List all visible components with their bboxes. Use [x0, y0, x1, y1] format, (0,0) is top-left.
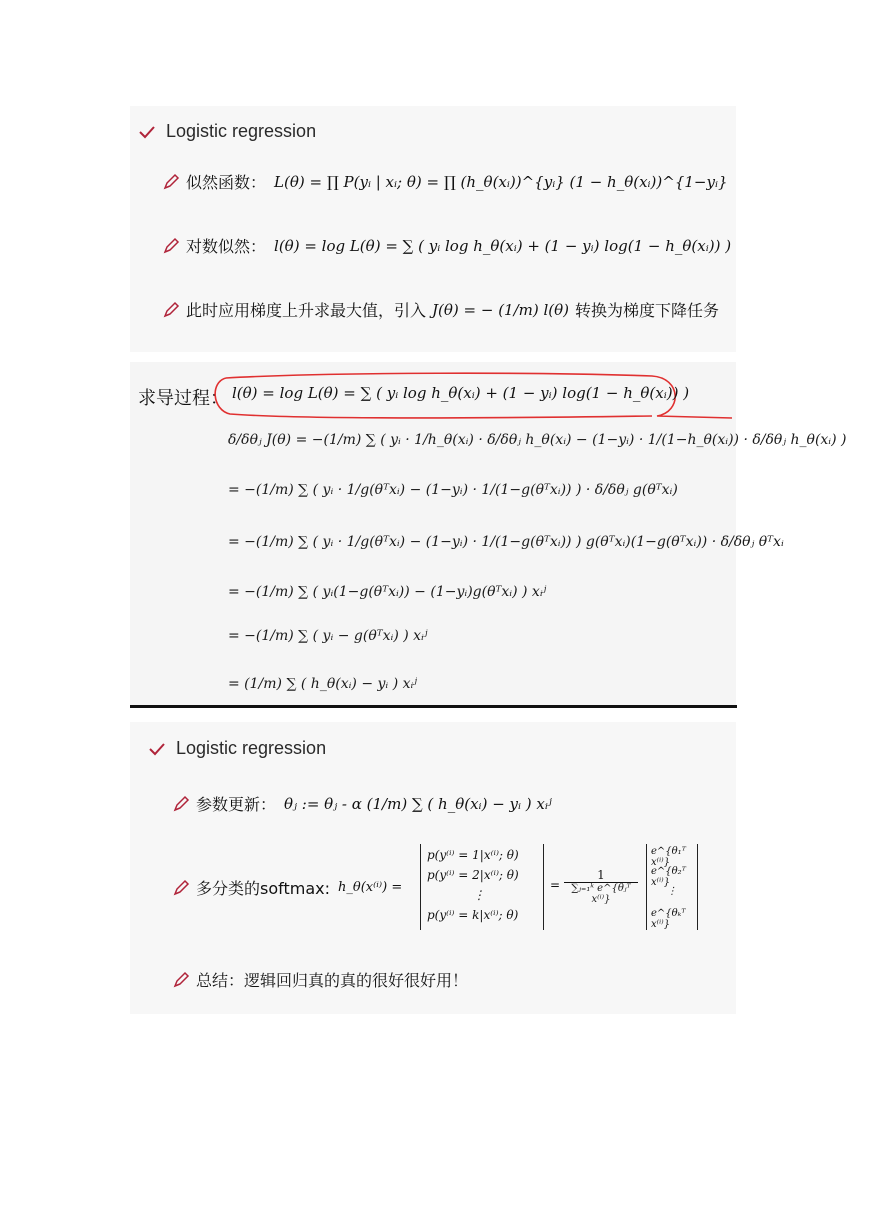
divider — [130, 705, 737, 708]
loglik-row — [162, 234, 731, 257]
derivation-head-formula-row — [232, 384, 689, 402]
softmax-exp-vector — [646, 844, 698, 930]
note-row — [162, 298, 719, 321]
summary-row — [172, 968, 468, 991]
softmax-row-cell: p(y⁽ⁱ⁾ = 1|x⁽ⁱ⁾; θ) — [427, 848, 519, 862]
loglik-label: 对数似然： — [186, 237, 267, 256]
softmax-den: ∑ⱼ₌₁ᵏ e^{θⱼᵀ x⁽ⁱ⁾} — [571, 883, 631, 905]
pencil-icon — [162, 173, 180, 191]
derivation-step: = −(1/m) ∑ ( yᵢ − g(θᵀxᵢ) ) xᵢʲ — [228, 628, 428, 644]
summary-text: 总结：逻辑回归真的真的很好很好用！ — [196, 971, 469, 990]
update-row — [172, 792, 552, 815]
loglik-formula: l(θ) = log L(θ) = ∑ ( yᵢ log h_θ(xᵢ) + (1 − yᵢ) log(1 − h_θ(xᵢ)) ) — [274, 236, 732, 255]
softmax-exp-cell: e^{θ₂ᵀ x⁽ⁱ⁾} — [651, 866, 686, 888]
softmax-exp-cell: ⋮ — [667, 886, 677, 897]
softmax-row-cell: ⋮ — [473, 888, 485, 902]
pencil-icon — [172, 879, 190, 897]
likelihood-label: 似然函数： — [186, 173, 267, 192]
note-formula: J(θ) = − (1/m) l(θ) — [432, 300, 570, 319]
softmax-fraction — [564, 868, 638, 905]
likelihood-row — [162, 170, 728, 193]
softmax-exp-cell: e^{θ₁ᵀ x⁽ⁱ⁾} — [651, 846, 686, 868]
derivation-step: = −(1/m) ∑ ( yᵢ · 1/g(θᵀxᵢ) − (1−yᵢ) · 1/(1−g(θᵀxᵢ)) ) · δ/δθⱼ g(θᵀxᵢ) — [228, 482, 678, 498]
section1-title: Logistic regression — [166, 121, 317, 141]
derivation-step: = −(1/m) ∑ ( yᵢ(1−g(θᵀxᵢ)) − (1−yᵢ)g(θᵀxᵢ) ) xᵢʲ — [228, 584, 547, 600]
derivation-step: δ/δθⱼ J(θ) = −(1/m) ∑ ( yᵢ · 1/h_θ(xᵢ) · δ/δθⱼ h_θ(xᵢ) − (1−yᵢ) · 1/(1−h_θ(xᵢ)) · δ/δθⱼ h_θ(xᵢ) ) — [228, 432, 847, 448]
note-label-post: 转换为梯度下降任务 — [575, 301, 720, 320]
derivation-step: = −(1/m) ∑ ( yᵢ · 1/g(θᵀxᵢ) − (1−yᵢ) · 1/(1−g(θᵀxᵢ)) ) g(θᵀxᵢ)(1−g(θᵀxᵢ)) · δ/δθⱼ θᵀxᵢ — [228, 534, 784, 550]
softmax-num: 1 — [564, 868, 638, 883]
softmax-label: 多分类的softmax: — [196, 879, 331, 898]
softmax-eq: = — [550, 878, 561, 892]
softmax-lhs: h_θ(x⁽ⁱ⁾) = — [338, 880, 403, 895]
section3-heading — [148, 738, 326, 759]
softmax-prob-vector — [420, 844, 544, 930]
checkmark-icon — [148, 742, 166, 756]
softmax-row-cell: p(y⁽ⁱ⁾ = k|x⁽ⁱ⁾; θ) — [427, 908, 519, 922]
pencil-icon — [162, 301, 180, 319]
note-label-pre: 此时应用梯度上升求最大值，引入 — [186, 301, 427, 320]
softmax-row — [172, 876, 402, 899]
section1-heading — [138, 121, 316, 142]
softmax-row-cell: p(y⁽ⁱ⁾ = 2|x⁽ⁱ⁾; θ) — [427, 868, 519, 882]
pencil-icon — [172, 795, 190, 813]
derivation-step: = (1/m) ∑ ( h_θ(xᵢ) − yᵢ ) xᵢʲ — [228, 676, 418, 692]
softmax-exp-cell: e^{θₖᵀ x⁽ⁱ⁾} — [651, 908, 686, 930]
derivation-label: 求导过程： — [138, 388, 228, 409]
section3-title: Logistic regression — [176, 738, 327, 758]
checkmark-icon — [138, 125, 156, 139]
update-label: 参数更新： — [196, 795, 277, 814]
update-formula: θⱼ := θⱼ - α (1/m) ∑ ( h_θ(xᵢ) − yᵢ ) xᵢʲ — [284, 794, 552, 813]
likelihood-formula: L(θ) = ∏ P(yᵢ | xᵢ; θ) = ∏ (h_θ(xᵢ))^{yᵢ} (1 − h_θ(xᵢ))^{1−yᵢ} — [274, 172, 728, 191]
pencil-icon — [172, 971, 190, 989]
derivation-head-formula: l(θ) = log L(θ) = ∑ ( yᵢ log h_θ(xᵢ) + (1 − yᵢ) log(1 − h_θ(xᵢ)) ) — [232, 384, 690, 402]
pencil-icon — [162, 237, 180, 255]
